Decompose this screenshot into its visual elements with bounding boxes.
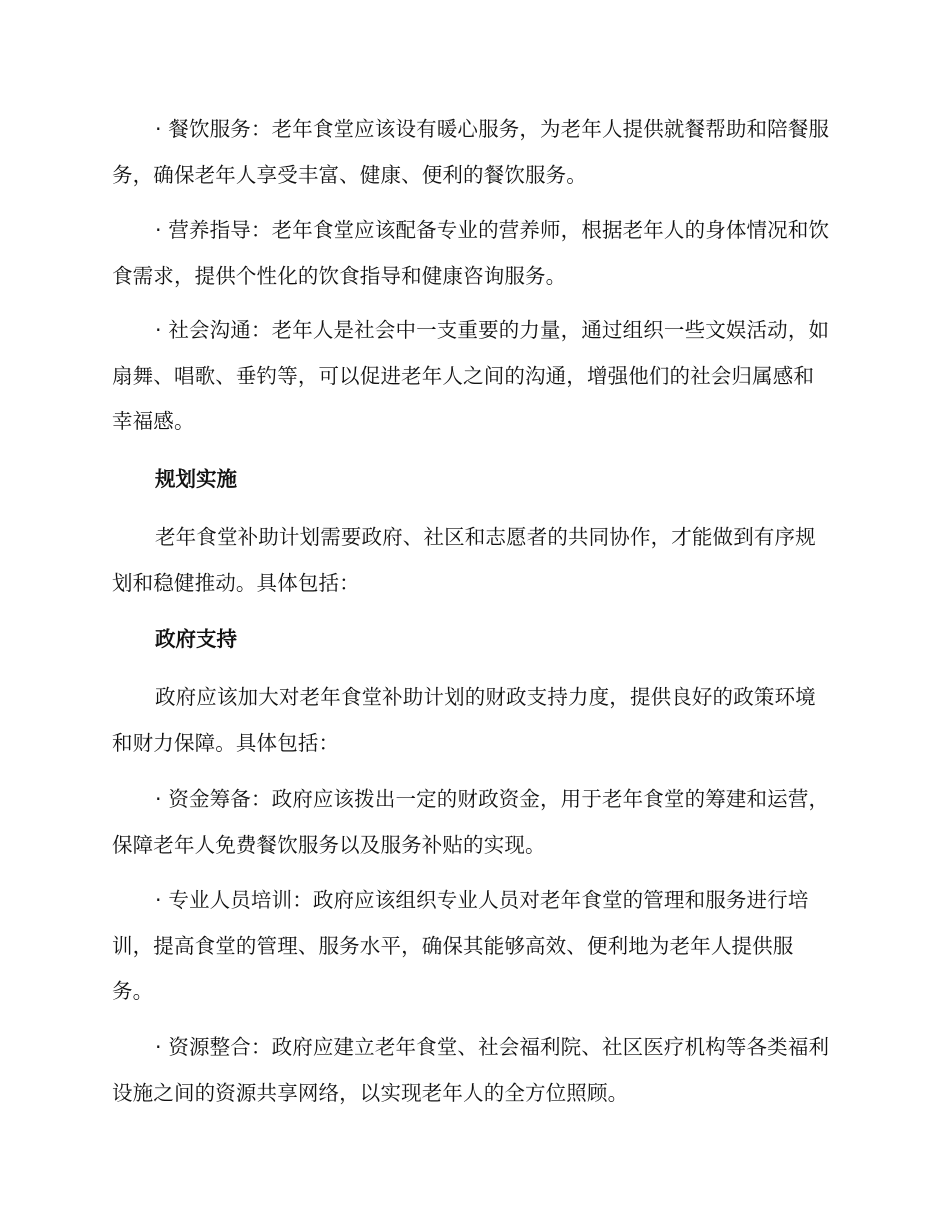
bullet-staff-training: · 专业人员培训：政府应该组织专业人员对老年食堂的管理和服务进行培训，提高食堂的管理、服务水平，确保其能够高效、便利地为老年人提供服务。: [112, 888, 809, 1003]
bullet-nutrition-guidance: · 营养指导：老年食堂应该配备专业的营养师，根据老年人的身体情况和饮食需求，提供个性化的饮食指导和健康咨询服务。: [112, 218, 830, 288]
section-heading-planning: 规划实施: [155, 467, 237, 491]
bullet-catering-service: · 餐饮服务：老年食堂应该设有暖心服务，为老年人提供就餐帮助和陪餐服务，确保老年人享受丰富、健康、便利的餐饮服务。: [112, 117, 830, 187]
paragraph-planning-intro: 老年食堂补助计划需要政府、社区和志愿者的共同协作，才能做到有序规划和稳健推动。具体包括：: [112, 525, 816, 595]
bullet-social-communication: · 社会沟通：老年人是社会中一支重要的力量，通过组织一些文娱活动，如扇舞、唱歌、垂钓等，可以促进老年人之间的沟通，增强他们的社会归属感和幸福感。: [112, 318, 830, 433]
paragraph-government-intro: 政府应该加大对老年食堂补助计划的财政支持力度，提供良好的政策环境和财力保障。具体包括：: [112, 685, 816, 755]
bullet-resource-integration: · 资源整合：政府应建立老年食堂、社会福利院、社区医疗机构等各类福利设施之间的资源共享网络，以实现老年人的全方位照顾。: [112, 1035, 830, 1105]
section-heading-government-support: 政府支持: [155, 627, 237, 651]
bullet-fund-preparation: · 资金筹备：政府应该拨出一定的财政资金，用于老年食堂的筹建和运营，保障老年人免费餐饮服务以及服务补贴的实现。: [112, 787, 830, 857]
